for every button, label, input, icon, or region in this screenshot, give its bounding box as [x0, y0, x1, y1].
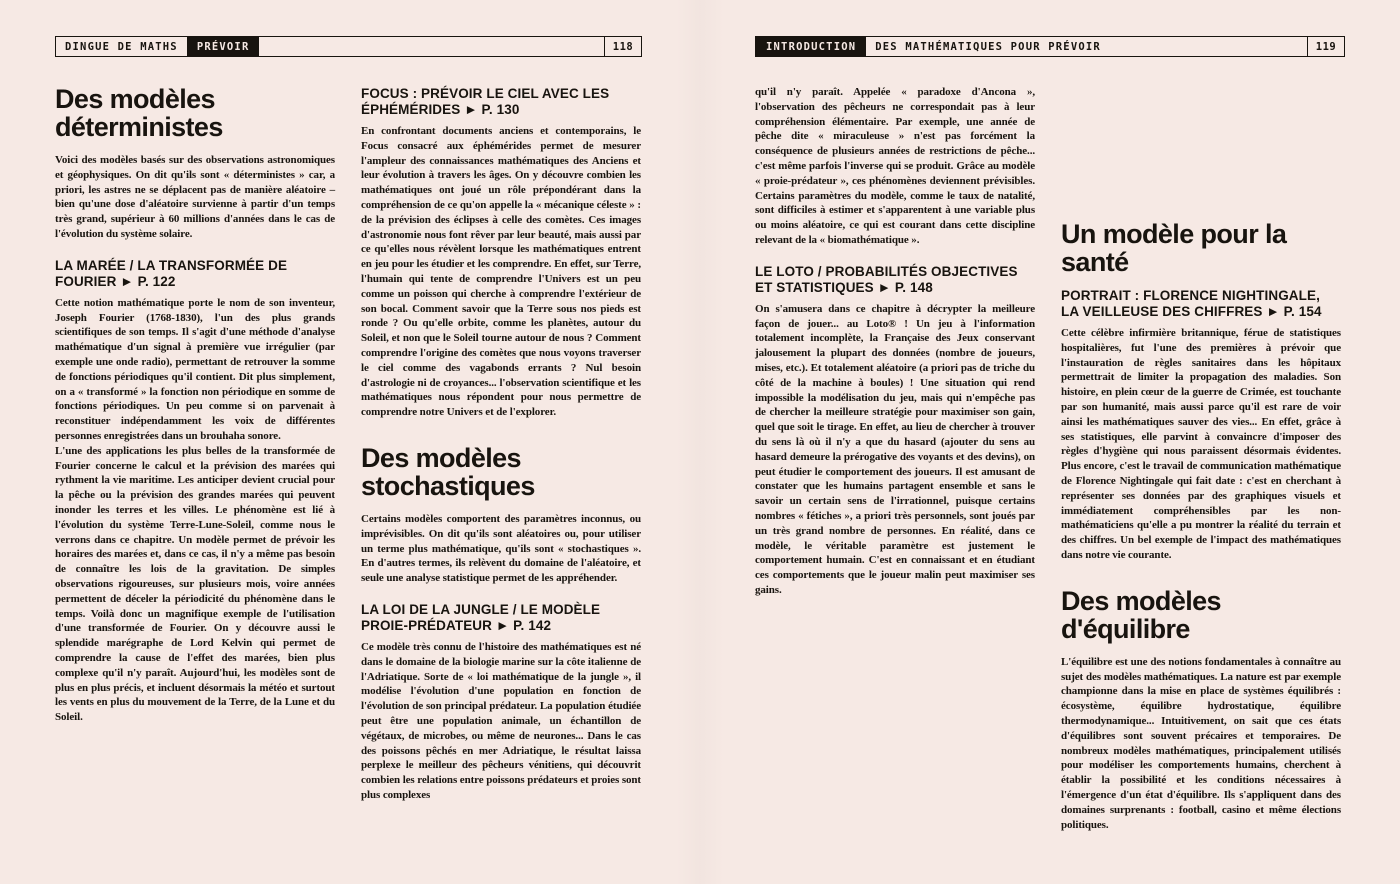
- body-paragraph: Cette célèbre infirmière britannique, férue de statistiques hospitalières, fut l'une des premières à prévoir que l'instauration de règles sanitaires dans les hôpitaux permettrait de limiter la propagation des maladies. Son histoire, en plein cœur de la guerre de Crimée, est touchante par son humanité, mais aussi parce qu'il est rare de voir ainsi les mathématiques sauver des vies... En effet, grâce à ses statistiques, elle parvint à convaincre d'imposer des règles d'hygiène qui nous paraissent désormais évidentes. Plus encore, c'est le travail de communication mathématique de Florence Nightingale qui fait date : c'est en cherchant à représenter ses données par des graphiques visuels et immédiatement compréhensibles par les non-mathématiciens qu'elle a pu montrer la réalité du terrain et des chiffres. Un bel exemple de l'impact des mathématiques dans notre vie courante.: [1061, 327, 1341, 561]
- cross-reference-heading: FOCUS : PRÉVOIR LE CIEL AVEC LES ÉPHÉMÉRIDES ► P. 130: [361, 86, 610, 117]
- body-paragraph: Certains modèles comportent des paramètres inconnus, ou imprévisibles. On dit qu'ils sont aléatoires ou, pour utiliser un terme plus mathématique, qu'ils sont « stochastiques ». En d'autres termes, ils relèvent du domaine de l'aléatoire, et seule une analyse statistique permet de les appréhender.: [361, 512, 641, 585]
- cross-reference-heading: LA MARÉE / LA TRANSFORMÉE DE FOURIER ► P. 122: [55, 257, 288, 289]
- body-paragraph: Ce modèle très connu de l'histoire des mathématiques est né dans le domaine de la biologie marine sur la côte italienne de l'Adriatique. Sorte de « loi mathématique de la jungle », il modélise l'évolution d'une population en fonction de l'évolution de son principal prédateur. La population étudiée peut être une population animale, un échantillon de végétaux, de microbes, ou même de neurones... Dans le cas des poissons pêchés en mer Adriatique, le résultat laissa perplexe le meilleur des pêcheurs vénitiens, qui découvrit combien les relations entre poissons prédateurs et proies sont plus complexes: [361, 640, 641, 801]
- page-119: [700, 0, 1400, 884]
- running-header-right: [755, 36, 1345, 57]
- body-paragraph: En confrontant documents anciens et contemporains, le Focus consacré aux éphémérides permet de mesurer l'ampleur des connaissances mathématiques des Anciens et leur évolution à travers les âges. On y découvre combien les mathématiques ont joué un rôle prépondérant dans la compréhension de ce qu'on appelle la « mécanique céleste » : de la prévision des éclipses à celle des comètes. Ces images d'astronomie nous font rêver par leur beauté, mais aussi par ce qu'elles nous révèlent lorsque les mathématiques entrent en jeu pour les étudier et les comprendre. En effet, sur Terre, l'humain qui tente de comprendre l'Univers est un peu comme un poisson qui cherche à comprendre l'extérieur de son bocal. Comment savoir que la Terre sous nos pieds est ronde ? Ou qu'elle orbite, comme les planètes, autour du Soleil, et non que le Soleil tourne autour de nous ? Comment comprendre l'origine des comètes que nous voyons traverser le ciel comme des vagabonds errants ? Nul besoin d'astrologie ni de croyances... l'observation scientifique et les mathématiques nous répondent pour nous permettre de comprendre notre Univers et de l'explorer.: [361, 125, 641, 419]
- chapter-title-label: DES MATHÉMATIQUES POUR PRÉVOIR: [875, 40, 1101, 53]
- cross-reference-heading: PORTRAIT : FLORENCE NIGHTINGALE, LA VEILLEUSE DES CHIFFRES ► P. 154: [1061, 288, 1322, 319]
- cross-reference-heading: LE LOTO / PROBABILITÉS OBJECTIVES ET STATISTIQUES ► P. 148: [755, 263, 1018, 295]
- running-header-left: [55, 36, 642, 57]
- column-2: [361, 85, 641, 803]
- section-badge: PRÉVOIR: [187, 37, 260, 56]
- article-title: Des modèles d'équilibre: [1061, 585, 1221, 644]
- section-badge: INTRODUCTION: [756, 37, 866, 56]
- left-page-columns: [55, 85, 642, 803]
- page-number: 118: [604, 37, 641, 56]
- header-spacer: [1110, 37, 1307, 56]
- column-3: [755, 85, 1035, 832]
- right-page-columns: [755, 85, 1345, 832]
- column-1: [55, 85, 335, 803]
- body-paragraph: qu'il n'y paraît. Appelée « paradoxe d'Ancona », l'observation des pêcheurs ne correspondait pas à leur compréhension élémentaire. Par exemple, une année de pêche dite « miraculeuse » n'est pas forcément la conséquence de plusieurs années de restrictions de pêche... c'est même parfois l'inverse qui se produit. Grâce au modèle « proie-prédateur », ces phénomènes deviennent prévisibles. Certains paramètres du modèle, comme le taux de natalité, sont difficiles à estimer et s'apparentent à une variable plus ou moins aléatoire, ce qui est courant dans cette discipline relevant de la « biomathématique ».: [755, 86, 1035, 246]
- page-number: 119: [1307, 37, 1344, 56]
- book-title-label: DINGUE DE MATHS: [65, 40, 178, 53]
- body-paragraph: On s'amusera dans ce chapitre à décrypter la meilleure façon de jouer... au Loto® ! Un jeu à l'information totalement incomplète, la Française des Jeux conservant jalousement la plupart des données (nombre de joueurs, mises, etc.). Et totalement aléatoire (a priori pas de triche du côté de la machine à boules) ! Une situation qui rend impossible la modélisation du jeu, mais qui n'empêche pas de chercher la meilleure stratégie pour maximiser son gain, quel que soit le tirage. En effet, au lieu de chercher à trouver du sens là où il n'y a que du hasard (ajouter du sens au hasard demeure la prérogative des voyants et des devins), on peut étudier le comportement des joueurs. Il est amusant de constater que les humains partagent ensemble et sans le savoir un certain sens de l'irrationnel, puisque certains nombres « fétiches », a priori très personnels, sont joués par un très grand nombre de personnes. En réalité, dans ce modèle, le véritable paramètre est justement le comportement humain. C'est en connaissant et en étudiant ces comportements que le joueur malin peut maximiser ses gains.: [755, 302, 1035, 596]
- article-title: Des modèles stochastiques: [361, 442, 535, 501]
- body-paragraph: Cette notion mathématique porte le nom de son inventeur, Joseph Fourier (1768-1830), l'un des plus grands scientifiques de son temps. Il s'agit d'une méthode d'analyse mathématique d'un signal à première vue irrégulier (par exemple une onde radio), permettant de retrouver la somme de fonctions périodiques qu'il contient. Dit plus simplement, on a « transformé » la fonction non périodique en somme de fonctions périodiques. Un peu comme si on parvenait à reconstituer indépendamment les voix de différentes personnes enregistrées dans un brouhaha sonore.: [55, 296, 335, 442]
- header-spacer: [259, 37, 604, 56]
- body-paragraph: Voici des modèles basés sur des observations astronomiques et géophysiques. On dit qu'ils sont « déterministes » car, a priori, les astres ne se déplacent pas de manière aléatoire – bien qu'une dose d'aléatoire survienne à partir d'un temps très grand, supérieur à 60 millions d'années dans le cas de l'évolution du système solaire.: [55, 154, 335, 240]
- article-title: Des modèles déterministes: [55, 84, 223, 142]
- body-paragraph: L'équilibre est une des notions fondamentales à connaître au sujet des modèles mathématiques. La nature est par exemple championne dans la mise en place de systèmes équilibrés : écosystème, équilibre hydrostatique, équilibre thermodynamique... Intuitivement, on sait que ces états d'équilibres sont souvent précaires et temporaires. De nombreux modèles mathématiques, principalement utilisés pour modéliser les comportements humains, cherchent à établir la possibilité et les conditions nécessaires à l'émergence d'un état d'équilibre. Ils s'appliquent dans des domaines surprenants : football, casino et même élections politiques.: [1061, 655, 1341, 831]
- column-4: [1061, 85, 1341, 832]
- article-title: Un modèle pour la santé: [1061, 219, 1287, 277]
- body-paragraph: L'une des applications les plus belles de la transformée de Fourier concerne le calcul et la prévision des marées qui rythment la vie maritime. Les anticiper devient crucial pour la pêche ou la prévision des grandes marées qui peuvent inonder les terres et les villes. Le phénomène est lié à l'évolution du système Terre-Lune-Soleil, comme nous le verrons dans ce chapitre. Un modèle permet de prévoir les horaires des marées et, dans ce cas, il n'y a même pas besoin de connaître les lois de la gravitation. De simples observations rigoureuses, sur plusieurs mois, voire années permettent de déceler la périodicité du phénomène dans le temps. Voilà donc un magnifique exemple de l'utilisation d'une transformée de Fourier. On y découvre aussi le splendide marégraphe de Lord Kelvin qui permet de comprendre la cause de l'effet des marées, bien plus complexe qu'il n'y paraît. Aujourd'hui, les modèles sont de plus en plus précis, et incluent désormais la météo et surtout les vents en plus du mouvement de la Terre, de la Lune et du Soleil.: [55, 444, 335, 724]
- cross-reference-heading: LA LOI DE LA JUNGLE / LE MODÈLE PROIE-PRÉDATEUR ► P. 142: [361, 601, 601, 633]
